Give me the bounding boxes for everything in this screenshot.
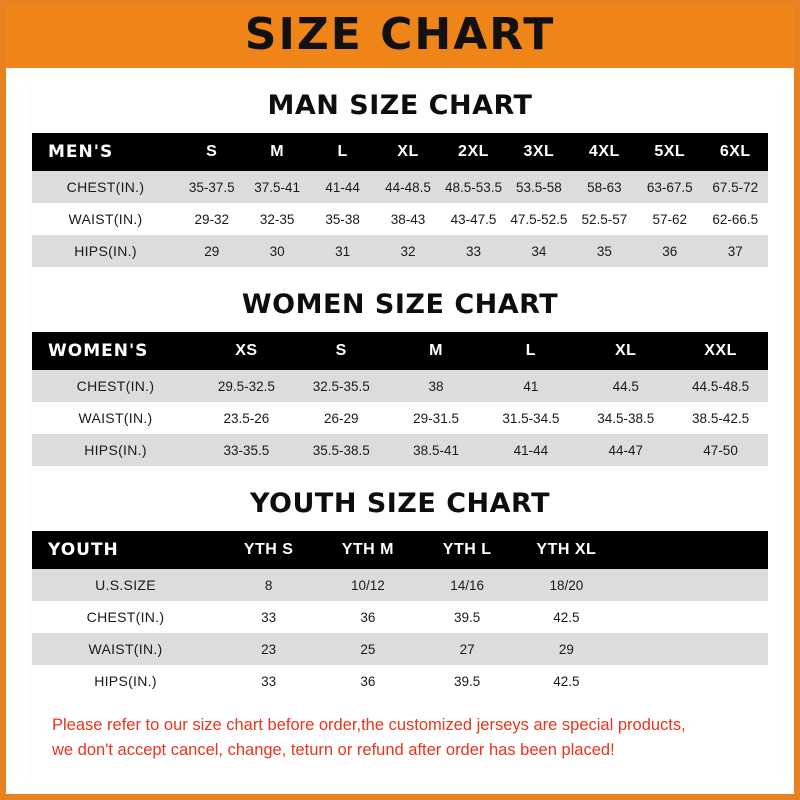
cell: 18/20	[517, 569, 616, 601]
cell: 38.5-42.5	[673, 402, 768, 434]
cell: 29-32	[179, 203, 244, 235]
cell: 42.5	[517, 601, 616, 633]
cell-spacer	[616, 633, 768, 665]
section-title-men: MAN SIZE CHART	[267, 90, 533, 121]
cell: 10/12	[318, 569, 417, 601]
cell: 63-67.5	[637, 171, 702, 203]
cell: 47-50	[673, 434, 768, 466]
men-col-2xl: 2XL	[441, 133, 506, 171]
cell: 37	[703, 235, 769, 267]
cell: 27	[418, 633, 517, 665]
cell: 41-44	[310, 171, 375, 203]
women-col-xxl: XXL	[673, 332, 768, 370]
women-row-label-hips: HIPS(IN.)	[32, 434, 199, 466]
men-col-3xl: 3XL	[506, 133, 571, 171]
cell: 35	[572, 235, 637, 267]
men-col-s: S	[179, 133, 244, 171]
cell-spacer	[616, 665, 768, 697]
disclaimer-line-1: Please refer to our size chart before order,the customized jerseys are special products,	[52, 716, 686, 734]
cell: 52.5-57	[572, 203, 637, 235]
cell: 29-31.5	[389, 402, 484, 434]
cell: 37.5-41	[244, 171, 309, 203]
cell: 44-47	[578, 434, 673, 466]
cell: 33	[441, 235, 506, 267]
cell: 41-44	[483, 434, 578, 466]
section-title-youth: YOUTH SIZE CHART	[249, 488, 551, 519]
chart-content	[6, 90, 794, 763]
cell: 44.5	[578, 370, 673, 402]
table-header-row	[32, 332, 768, 370]
cell: 35.5-38.5	[294, 434, 389, 466]
table-row	[32, 402, 768, 434]
men-col-6xl: 6XL	[703, 133, 769, 171]
cell: 32.5-35.5	[294, 370, 389, 402]
table-row	[32, 171, 768, 203]
disclaimer-note	[52, 713, 748, 763]
page-title: SIZE CHART	[244, 9, 556, 60]
table-row	[32, 235, 768, 267]
cell: 34.5-38.5	[578, 402, 673, 434]
cell: 39.5	[418, 665, 517, 697]
women-row-label-header: WOMEN'S	[32, 332, 199, 370]
banner	[6, 6, 794, 68]
men-size-table	[32, 133, 768, 267]
youth-row-label-header: YOUTH	[32, 531, 219, 569]
cell: 53.5-58	[506, 171, 571, 203]
men-row-label-waist: WAIST(IN.)	[32, 203, 179, 235]
cell: 32-35	[244, 203, 309, 235]
youth-col-s: YTH S	[219, 531, 318, 569]
youth-row-label-chest: CHEST(IN.)	[32, 601, 219, 633]
youth-col-l: YTH L	[418, 531, 517, 569]
table-row	[32, 633, 768, 665]
cell: 23.5-26	[199, 402, 294, 434]
cell: 47.5-52.5	[506, 203, 571, 235]
cell: 26-29	[294, 402, 389, 434]
cell: 38-43	[375, 203, 440, 235]
section-title-women: WOMEN SIZE CHART	[241, 289, 559, 320]
cell: 33	[219, 601, 318, 633]
cell: 57-62	[637, 203, 702, 235]
cell: 35-37.5	[179, 171, 244, 203]
cell: 29	[179, 235, 244, 267]
men-col-xl: XL	[375, 133, 440, 171]
cell: 38.5-41	[389, 434, 484, 466]
cell: 23	[219, 633, 318, 665]
table-row	[32, 569, 768, 601]
cell: 41	[483, 370, 578, 402]
women-row-label-chest: CHEST(IN.)	[32, 370, 199, 402]
cell-spacer	[616, 569, 768, 601]
table-row	[32, 203, 768, 235]
women-row-label-waist: WAIST(IN.)	[32, 402, 199, 434]
cell: 32	[375, 235, 440, 267]
table-row	[32, 601, 768, 633]
youth-col-spacer	[616, 531, 768, 569]
men-row-label-header: MEN'S	[32, 133, 179, 171]
cell: 39.5	[418, 601, 517, 633]
women-size-table	[32, 332, 768, 466]
men-col-4xl: 4XL	[572, 133, 637, 171]
cell: 8	[219, 569, 318, 601]
cell: 62-66.5	[703, 203, 769, 235]
men-col-m: M	[244, 133, 309, 171]
cell: 25	[318, 633, 417, 665]
cell: 34	[506, 235, 571, 267]
cell: 43-47.5	[441, 203, 506, 235]
table-header-row	[32, 531, 768, 569]
cell: 14/16	[418, 569, 517, 601]
youth-row-label-hips: HIPS(IN.)	[32, 665, 219, 697]
men-col-5xl: 5XL	[637, 133, 702, 171]
youth-row-label-us-size: U.S.SIZE	[32, 569, 219, 601]
cell: 67.5-72	[703, 171, 769, 203]
youth-col-xl: YTH XL	[517, 531, 616, 569]
women-col-xs: XS	[199, 332, 294, 370]
cell: 42.5	[517, 665, 616, 697]
cell: 31	[310, 235, 375, 267]
cell: 36	[318, 665, 417, 697]
cell: 29	[517, 633, 616, 665]
men-row-label-chest: CHEST(IN.)	[32, 171, 179, 203]
cell: 48.5-53.5	[441, 171, 506, 203]
table-row	[32, 370, 768, 402]
cell: 30	[244, 235, 309, 267]
cell: 33	[219, 665, 318, 697]
cell: 44.5-48.5	[673, 370, 768, 402]
cell: 36	[637, 235, 702, 267]
youth-size-table	[32, 531, 768, 697]
men-row-label-hips: HIPS(IN.)	[32, 235, 179, 267]
cell-spacer	[616, 601, 768, 633]
cell: 58-63	[572, 171, 637, 203]
table-header-row	[32, 133, 768, 171]
cell: 33-35.5	[199, 434, 294, 466]
youth-col-m: YTH M	[318, 531, 417, 569]
men-col-l: L	[310, 133, 375, 171]
table-row	[32, 665, 768, 697]
women-col-s: S	[294, 332, 389, 370]
women-col-xl: XL	[578, 332, 673, 370]
cell: 35-38	[310, 203, 375, 235]
table-row	[32, 434, 768, 466]
cell: 44-48.5	[375, 171, 440, 203]
cell: 31.5-34.5	[483, 402, 578, 434]
women-col-l: L	[483, 332, 578, 370]
disclaimer-line-2: we don't accept cancel, change, teturn or refund after order has been placed!	[52, 740, 615, 759]
youth-row-label-waist: WAIST(IN.)	[32, 633, 219, 665]
women-col-m: M	[389, 332, 484, 370]
cell: 29.5-32.5	[199, 370, 294, 402]
cell: 36	[318, 601, 417, 633]
cell: 38	[389, 370, 484, 402]
